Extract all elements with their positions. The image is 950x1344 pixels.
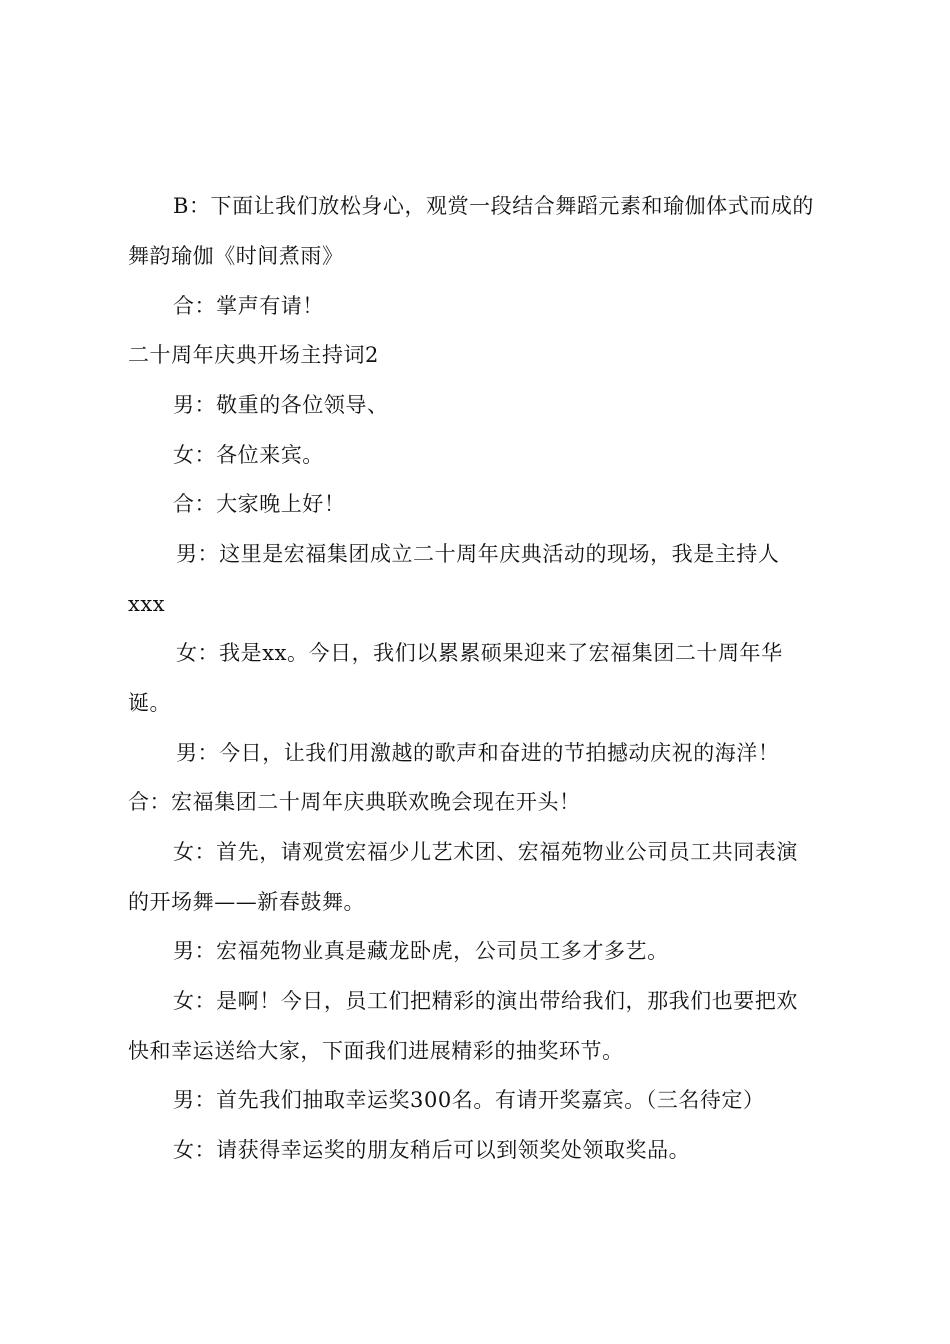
text-line: 男：今日，让我们用激越的歌声和奋进的节拍撼动庆祝的海洋！ xyxy=(176,741,780,765)
text-line: 诞。 xyxy=(128,691,172,715)
text-line: 快和幸运送给大家，下面我们进展精彩的抽奖环节。 xyxy=(128,1039,624,1063)
text-line: 的开场舞——新春鼓舞。 xyxy=(128,890,366,914)
text-line: 男：首先我们抽取幸运奖300名。有请开奖嘉宾。（三名待定） xyxy=(173,1088,765,1112)
text-line: xxx xyxy=(128,592,166,616)
text-line: 女：各位来宾。 xyxy=(173,443,324,467)
text-line: 合：掌声有请！ xyxy=(173,294,324,318)
section-heading: 二十周年庆典开场主持词2 xyxy=(128,343,379,367)
text-line: 男：宏福苑物业真是藏龙卧虎，公司员工多才多艺。 xyxy=(173,939,669,963)
text-line: B：下面让我们放松身心，观赏一段结合舞蹈元素和瑜伽体式而成的 xyxy=(173,194,814,218)
text-line: 男：这里是宏福集团成立二十周年庆典活动的现场，我是主持人 xyxy=(176,542,780,566)
text-line: 女：我是xx。今日，我们以累累硕果迎来了宏福集团二十周年华 xyxy=(176,641,783,665)
text-line: 合：大家晚上好！ xyxy=(173,492,346,516)
text-line: 女：是啊！今日，员工们把精彩的演出带给我们，那我们也要把欢 xyxy=(173,989,798,1013)
text-line: 舞韵瑜伽《时间煮雨》 xyxy=(128,244,344,268)
text-line: 男：敬重的各位领导、 xyxy=(173,393,389,417)
text-line: 女：请获得幸运奖的朋友稍后可以到领奖处领取奖品。 xyxy=(173,1138,691,1162)
text-line: 女：首先，请观赏宏福少儿艺术团、宏福苑物业公司员工共同表演 xyxy=(173,840,798,864)
text-line: 合：宏福集团二十周年庆典联欢晚会现在开头！ xyxy=(128,790,581,814)
